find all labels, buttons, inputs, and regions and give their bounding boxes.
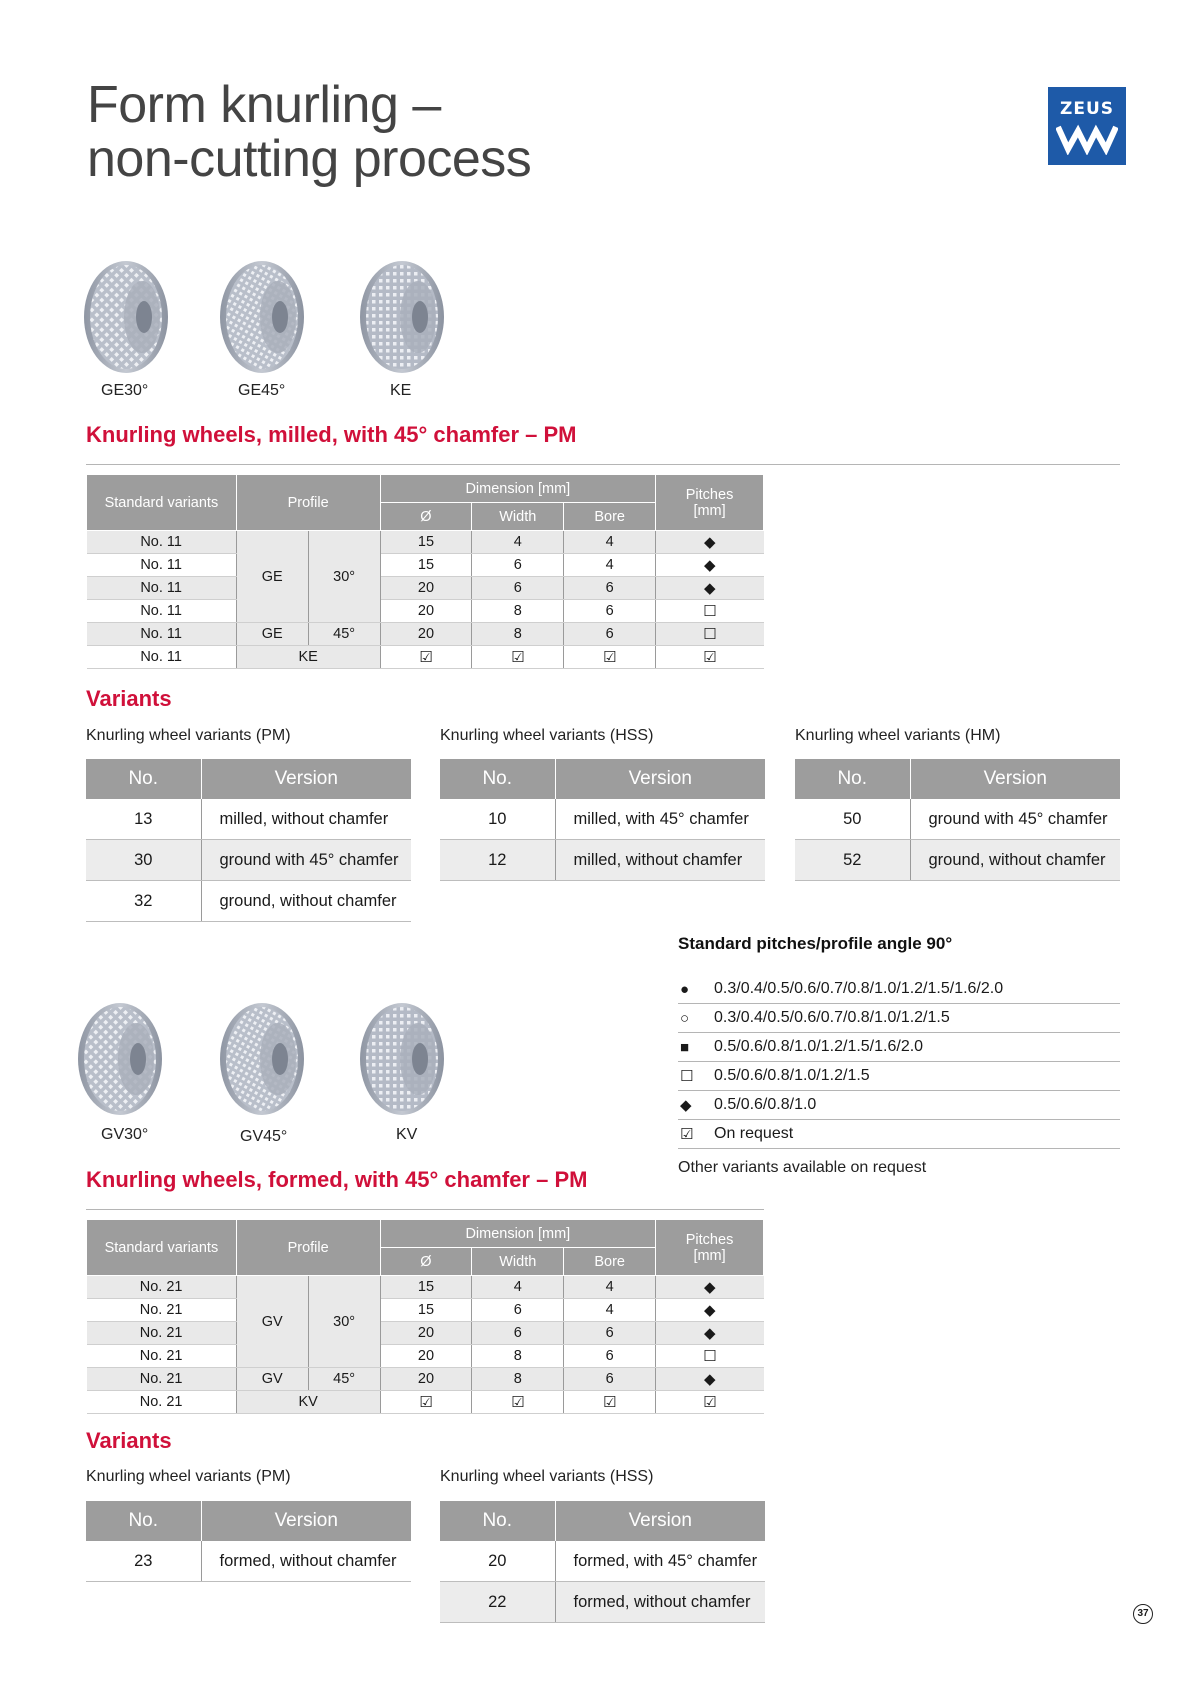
cell-bore: 4 [564,1299,656,1322]
table-row [87,1299,764,1322]
wheel-label-gv45: GV45° [240,1128,288,1145]
cell-pitch: ◆ [656,554,764,577]
cell-width: 6 [472,1322,564,1345]
col-pitches [656,1220,764,1276]
cell-angle: 45° [308,1368,380,1391]
logo-text: ZEUS [1060,99,1114,119]
cell-pitch: ☑ [656,1391,764,1414]
cell-no: 52 [795,840,910,881]
cell-bore: ☑ [564,1391,656,1414]
page-title-line-2: non-cutting process [87,130,532,188]
cell-profile: GE [236,623,308,646]
cell-bore: ☑ [564,646,656,669]
legend-row [678,975,1120,1004]
col-no: No. [795,759,910,799]
cell-pitch: ◆ [656,531,764,554]
knurling-wheel-gv45-icon [218,1000,306,1118]
cell-diameter: 15 [380,1276,472,1299]
table-row [86,1541,411,1582]
cell-profile: KV [236,1391,380,1414]
legend-text: 0.5/0.6/0.8/1.0/1.2/1.5 [714,1067,870,1084]
cell-pitch: ☐ [656,1345,764,1368]
legend-row [678,1120,1120,1149]
cell-width: 4 [472,531,564,554]
cell-width: 8 [472,1368,564,1391]
cell-profile: GV [236,1276,308,1368]
table-row [87,1322,764,1345]
cell-bore: 4 [564,531,656,554]
cell-version: ground, without chamfer [201,881,411,922]
variants1-hss-table [440,759,765,881]
col-diameter: Ø [380,503,472,531]
cell-angle: 30° [308,1276,380,1368]
legend-list [678,975,1120,1149]
cell-angle: 30° [308,531,380,623]
cell-standard: No. 21 [87,1368,237,1391]
table-row [86,881,411,922]
table-row [440,799,765,840]
cell-version: ground with 45° chamfer [910,799,1120,840]
col-width: Width [472,503,564,531]
variants2-hss-label: Knurling wheel variants (HSS) [440,1468,654,1485]
col-pitches-line2: [mm] [693,1247,726,1264]
legend-title: Standard pitches/profile angle 90° [678,934,953,953]
variants2-hss-table [440,1501,765,1623]
cell-diameter: 20 [380,1368,472,1391]
cell-pitch: ◆ [656,1299,764,1322]
col-version: Version [555,759,765,799]
cell-diameter: 20 [380,1322,472,1345]
diamond-icon: ◆ [680,1097,692,1114]
cell-pitch: ◆ [656,1276,764,1299]
variants1-heading: Variants [86,686,172,711]
cell-no: 13 [86,799,201,840]
col-no: No. [440,759,555,799]
col-version: Version [201,759,411,799]
cell-pitch: ◆ [656,1368,764,1391]
col-diameter: Ø [380,1248,472,1276]
cell-standard: No. 11 [87,623,237,646]
col-version: Version [555,1501,765,1541]
cell-profile: GE [236,531,308,623]
legend-text: 0.3/0.4/0.5/0.6/0.7/0.8/1.0/1.2/1.5/1.6/2.0 [714,980,1004,997]
cell-bore: 6 [564,600,656,623]
table-row [87,1276,764,1299]
cell-width: ☑ [472,1391,564,1414]
table-row [87,600,764,623]
variants2-heading: Variants [86,1428,172,1453]
cell-diameter: 20 [380,623,472,646]
section2-heading: Knurling wheels, formed, with 45° chamfer – PM [86,1167,588,1192]
legend-text: 0.3/0.4/0.5/0.6/0.7/0.8/1.0/1.2/1.5 [714,1009,950,1026]
col-bore: Bore [564,503,656,531]
checkbox-checked-icon: ☑ [680,1126,694,1143]
cell-version: formed, without chamfer [555,1582,765,1623]
table-row [87,1391,764,1414]
table-row [87,554,764,577]
variants1-pm-table [86,759,411,922]
variants2-pm-table [86,1501,411,1582]
col-width: Width [472,1248,564,1276]
cell-no: 50 [795,799,910,840]
cell-standard: No. 11 [87,646,237,669]
col-version: Version [910,759,1120,799]
col-no: No. [86,759,201,799]
cell-pitch: ☐ [656,623,764,646]
cell-profile: GV [236,1368,308,1391]
col-version: Version [201,1501,411,1541]
cell-no: 30 [86,840,201,881]
cell-no: 22 [440,1582,555,1623]
variants1-pm-label: Knurling wheel variants (PM) [86,727,291,744]
legend-row [678,1033,1120,1062]
cell-standard: No. 11 [87,531,237,554]
logo-mark-icon [1056,123,1118,155]
table-row [87,1345,764,1368]
col-pitches-line2: [mm] [693,502,726,519]
cell-version: formed, without chamfer [201,1541,411,1582]
cell-bore: 6 [564,577,656,600]
filled-circle-icon: ● [680,980,690,998]
cell-bore: 4 [564,1276,656,1299]
col-dimension: Dimension [mm] [380,1220,656,1248]
cell-diameter: 15 [380,531,472,554]
table-row [795,799,1120,840]
table-row [87,1368,764,1391]
table-row [440,840,765,881]
open-circle-icon: ○ [680,1009,690,1027]
cell-standard: No. 11 [87,577,237,600]
cell-diameter: ☑ [380,1391,472,1414]
cell-bore: 6 [564,1368,656,1391]
cell-no: 32 [86,881,201,922]
cell-pitch: ◆ [656,577,764,600]
cell-bore: 6 [564,1345,656,1368]
cell-standard: No. 11 [87,554,237,577]
col-pitches-line1: Pitches [685,486,734,503]
cell-diameter: 20 [380,1345,472,1368]
knurling-wheel-ge45-icon [218,258,306,376]
cell-diameter: 15 [380,554,472,577]
table-row [86,840,411,881]
legend-text: 0.5/0.6/0.8/1.0/1.2/1.5/1.6/2.0 [714,1038,924,1055]
cell-standard: No. 21 [87,1345,237,1368]
page-title [87,78,531,186]
page-title-line-1: Form knurling – [87,76,441,134]
cell-angle: 45° [308,623,380,646]
cell-width: 8 [472,623,564,646]
legend-text: On request [714,1125,794,1142]
cell-pitch: ☑ [656,646,764,669]
table-row [86,799,411,840]
cell-standard: No. 11 [87,600,237,623]
legend-note: Other variants available on request [678,1159,927,1176]
cell-width: 8 [472,600,564,623]
table-row [87,646,764,669]
knurling-wheel-ge30-icon [82,258,170,376]
cell-profile: KE [236,646,380,669]
cell-pitch: ◆ [656,1322,764,1345]
cell-diameter: 20 [380,577,472,600]
cell-version: milled, without chamfer [201,799,411,840]
page-number: 37 [1133,1604,1153,1624]
section1-rule [86,464,1120,465]
col-standard-variants: Standard variants [87,1220,237,1276]
table-row [795,840,1120,881]
knurling-wheel-ke-icon [358,258,446,376]
knurling-wheel-gv30-icon [76,1000,164,1118]
cell-pitch: ☐ [656,600,764,623]
variants1-hss-label: Knurling wheel variants (HSS) [440,727,654,744]
cell-bore: 6 [564,1322,656,1345]
cell-width: 6 [472,577,564,600]
col-profile: Profile [236,1220,380,1276]
col-pitches [656,475,764,531]
col-dimension: Dimension [mm] [380,475,656,503]
wheel-label-ke: KE [390,382,412,399]
cell-no: 20 [440,1541,555,1582]
col-profile: Profile [236,475,380,531]
table-row [87,577,764,600]
cell-width: ☑ [472,646,564,669]
cell-no: 10 [440,799,555,840]
spec-table-milled [86,474,764,669]
wheel-label-gv30: GV30° [101,1126,149,1143]
cell-version: ground with 45° chamfer [201,840,411,881]
section2-rule [86,1209,764,1210]
cell-standard: No. 21 [87,1322,237,1345]
knurling-wheel-kv-icon [358,1000,446,1118]
variants1-hm-table [795,759,1120,881]
cell-version: milled, without chamfer [555,840,765,881]
cell-width: 8 [472,1345,564,1368]
cell-standard: No. 21 [87,1391,237,1414]
spec-table-formed [86,1219,764,1414]
cell-no: 23 [86,1541,201,1582]
wheel-label-kv: KV [396,1126,418,1143]
cell-version: milled, with 45° chamfer [555,799,765,840]
wheel-label-ge45: GE45° [238,382,286,399]
cell-standard: No. 21 [87,1276,237,1299]
cell-bore: 4 [564,554,656,577]
filled-square-icon: ■ [680,1038,690,1056]
open-square-icon: ☐ [680,1068,694,1085]
wheel-label-ge30: GE30° [101,382,149,399]
cell-version: ground, without chamfer [910,840,1120,881]
cell-no: 12 [440,840,555,881]
cell-diameter: ☑ [380,646,472,669]
section1-heading: Knurling wheels, milled, with 45° chamfer – PM [86,422,577,447]
legend-text: 0.5/0.6/0.8/1.0 [714,1096,817,1113]
table-row [87,623,764,646]
col-bore: Bore [564,1248,656,1276]
col-no: No. [440,1501,555,1541]
cell-diameter: 15 [380,1299,472,1322]
col-standard-variants: Standard variants [87,475,237,531]
legend-row [678,1062,1120,1091]
variants1-hm-label: Knurling wheel variants (HM) [795,727,1001,744]
col-no: No. [86,1501,201,1541]
legend-row [678,1091,1120,1120]
cell-width: 6 [472,554,564,577]
table-row [440,1582,765,1623]
legend-row [678,1004,1120,1033]
variants2-pm-label: Knurling wheel variants (PM) [86,1468,291,1485]
cell-version: formed, with 45° chamfer [555,1541,765,1582]
col-pitches-line1: Pitches [685,1231,734,1248]
table-row [440,1541,765,1582]
table-row [87,531,764,554]
cell-bore: 6 [564,623,656,646]
cell-diameter: 20 [380,600,472,623]
zeus-logo [1048,87,1126,165]
cell-width: 4 [472,1276,564,1299]
cell-standard: No. 21 [87,1299,237,1322]
cell-width: 6 [472,1299,564,1322]
